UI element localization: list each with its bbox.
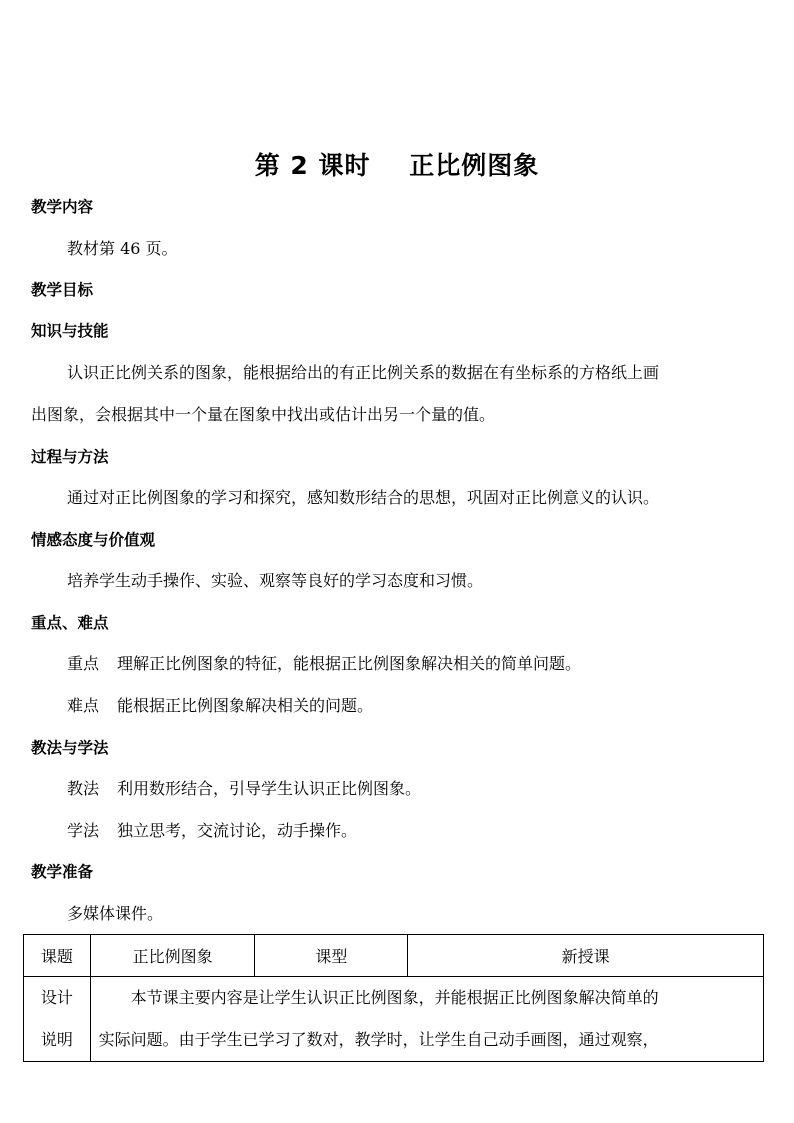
topic-label-cell: 课题	[24, 935, 91, 977]
design-label-line-1: 设计	[40, 988, 73, 1007]
teaching-method-label: 教法	[67, 779, 100, 798]
difficult-point-row	[67, 696, 373, 716]
heading-knowledge-skills: 知识与技能	[31, 322, 109, 340]
learning-method-row	[67, 821, 357, 841]
page-title: 第 2 课时 正比例图象	[254, 151, 540, 180]
learning-method-text: 独立思考，交流讨论，动手操作。	[117, 821, 358, 840]
design-label-line-2: 说明	[40, 1030, 73, 1049]
heading-key-difficult-points: 重点、难点	[31, 614, 109, 632]
design-label-cell	[24, 977, 91, 1062]
difficult-point-label: 难点	[67, 696, 100, 715]
process-text: 通过对正比例图象的学习和探究，感知数形结合的思想，巩固对正比例意义的认识。	[67, 488, 660, 507]
topic-value-cell: 正比例图象	[90, 935, 255, 977]
key-point-label: 重点	[67, 654, 100, 673]
teaching-method-row	[67, 779, 421, 799]
knowledge-text-line-1: 认识正比例关系的图象，能根据给出的有正比例关系的数据在有坐标系的方格纸上画	[67, 363, 660, 382]
table-row	[24, 977, 764, 1062]
difficult-point-text: 能根据正比例图象解决相关的问题。	[117, 696, 374, 715]
heading-teaching-content: 教学内容	[31, 198, 94, 216]
table-row	[24, 935, 764, 977]
preparation-text: 多媒体课件。	[67, 904, 164, 923]
heading-preparation: 教学准备	[31, 863, 94, 881]
design-description-line-1: 本节课主要内容是让学生认识正比例图象，并能根据正比例图象解决简单的	[130, 988, 659, 1007]
key-point-row	[67, 654, 581, 674]
teaching-content-text: 教材第 46 页。	[67, 239, 178, 258]
heading-process-methods: 过程与方法	[31, 448, 109, 466]
learning-method-label: 学法	[67, 821, 100, 840]
design-description-cell	[90, 977, 763, 1062]
design-description-line-2: 实际问题。由于学生已学习了数对，教学时，让学生自己动手画图，通过观察，	[98, 1030, 659, 1049]
knowledge-text-line-2: 出图象，会根据其中一个量在图象中找出或估计出另一个量的值。	[31, 405, 496, 424]
type-value-cell: 新授课	[408, 935, 764, 977]
lesson-info-table	[23, 934, 764, 1062]
heading-emotion-values: 情感态度与价值观	[31, 531, 156, 549]
heading-methods: 教法与学法	[31, 739, 109, 757]
emotion-text: 培养学生动手操作、实验、观察等良好的学习态度和习惯。	[67, 571, 484, 590]
key-point-text: 理解正比例图象的特征，能根据正比例图象解决相关的简单问题。	[117, 654, 582, 673]
heading-teaching-goals: 教学目标	[31, 281, 94, 299]
type-label-cell: 课型	[255, 935, 408, 977]
teaching-method-text: 利用数形结合，引导学生认识正比例图象。	[117, 779, 422, 798]
